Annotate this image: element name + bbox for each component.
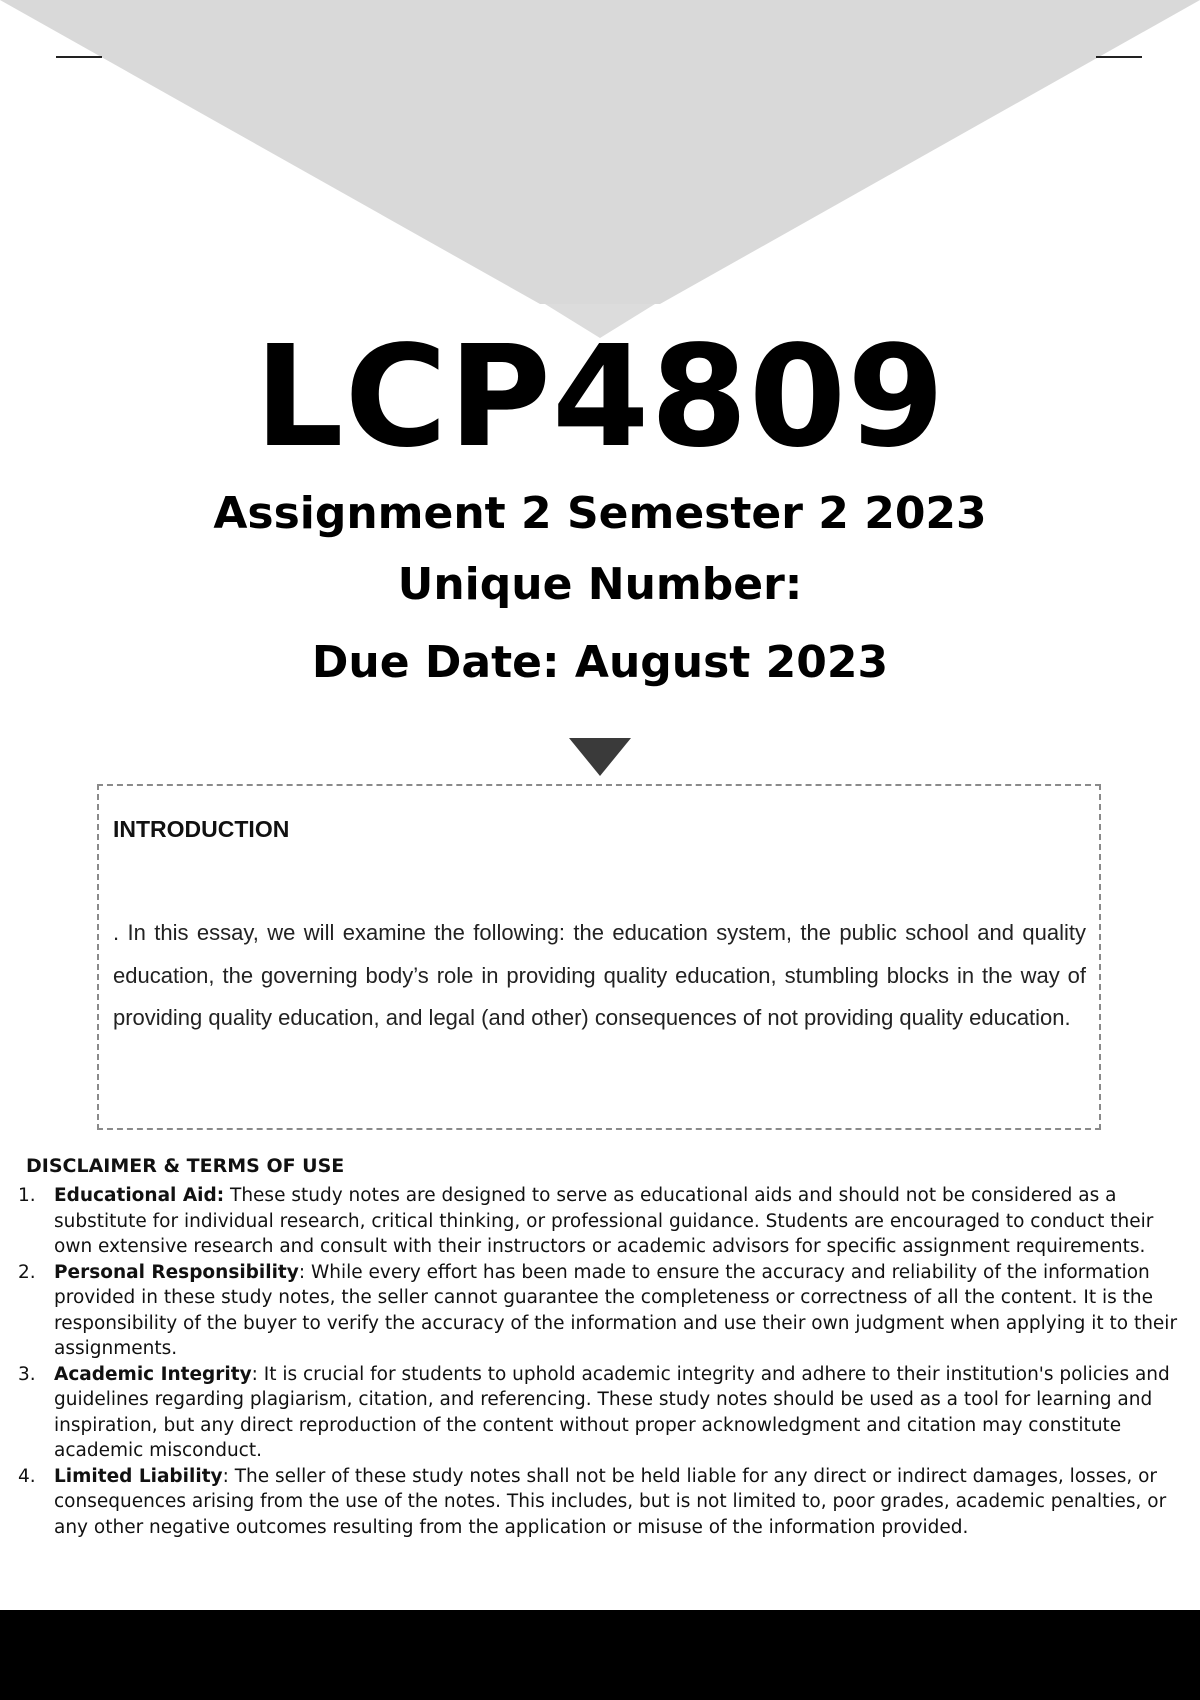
term-title: Limited Liability: [54, 1465, 223, 1487]
introduction-text: . In this essay, we will examine the following: the education system, the public school and quality education, the governing body’s role in providing quality education, stumbling blocks in the way of providing quality education, and legal (and other) consequences of not providing quality education.: [113, 920, 1086, 1030]
due-date-line: Due Date: August 2023: [311, 637, 889, 688]
list-item: [18, 1183, 1188, 1260]
term-title: Personal Responsibility: [54, 1261, 299, 1283]
assignment-line: Assignment 2 Semester 2 2023: [213, 488, 987, 539]
corner-dash-left: [56, 56, 102, 58]
item-number: 3.: [18, 1363, 36, 1385]
list-item: [18, 1260, 1188, 1362]
corner-dash-right: [1096, 56, 1142, 58]
list-item: [18, 1464, 1188, 1541]
course-code: LCP4809: [254, 316, 946, 479]
term-text: These study notes are designed to serve as educational aids and should not be considered as a substitute for individual research, critical thinking, or professional guidance. Students are encouraged to conduct their own extensive research and consult with their instructors or academic advisors for specific assignment requirements.: [54, 1185, 1154, 1257]
disclaimer-list: [18, 1183, 1188, 1540]
disclaimer-title: DISCLAIMER & TERMS OF USE: [26, 1155, 345, 1177]
list-item: [18, 1362, 1188, 1464]
item-number: 2.: [18, 1261, 36, 1283]
top-chevron-shape: [0, 0, 1200, 304]
down-arrow-icon: [569, 738, 631, 776]
introduction-heading: INTRODUCTION: [113, 816, 290, 842]
term-title: Academic Integrity: [54, 1363, 252, 1385]
term-title: Educational Aid:: [54, 1185, 225, 1206]
term-text: : It is crucial for students to uphold academic integrity and adhere to their institution's policies and guidelines regarding plagiarism, citation, and referencing. These study notes should be used as a tool for learning and inspiration, but any direct reproduction of the content without proper acknowledgment and citation may constitute academic misconduct.: [54, 1363, 1170, 1461]
footer-bar: [0, 1610, 1200, 1700]
term-text: : While every effort has been made to ensure the accuracy and reliability of the information provided in these study notes, the seller cannot guarantee the completeness or correctness of all the content. It is the responsibility of the buyer to verify the accuracy of the information and use their own judgment when applying it to their assignments.: [54, 1261, 1178, 1359]
item-number: 1.: [18, 1185, 36, 1206]
item-number: 4.: [18, 1465, 36, 1487]
term-text: : The seller of these study notes shall not be held liable for any direct or indirect damages, losses, or consequences arising from the use of the notes. This includes, but is not limited to, poor grades, academic penalties, or any other negative outcomes resulting from the application or misuse of the information provided.: [54, 1465, 1167, 1538]
unique-number-line: Unique Number:: [397, 559, 803, 610]
